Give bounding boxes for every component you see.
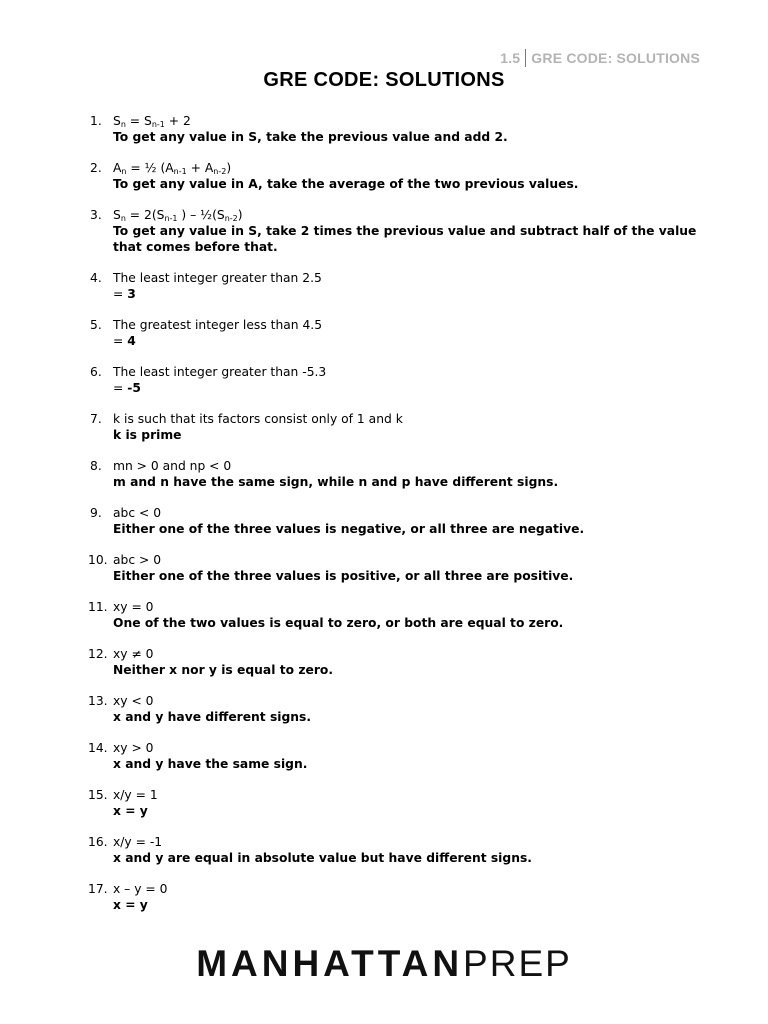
list-item bbox=[84, 364, 704, 396]
manhattan-prep-logo bbox=[0, 944, 768, 984]
item-expression: $S_n = S_{n-1} + 2$ bbox=[113, 114, 191, 129]
item-number: 6. bbox=[90, 365, 102, 379]
item-answer: Either one of the three values is negative, or all three are negative. bbox=[113, 522, 585, 536]
item-answer: k is prime bbox=[113, 428, 182, 442]
item-number: 14. bbox=[88, 741, 108, 755]
running-header bbox=[500, 49, 700, 67]
item-number: 1. bbox=[90, 114, 102, 128]
item-number: 2. bbox=[90, 161, 102, 175]
logo-word-manhattan: MANHATTAN bbox=[196, 943, 464, 984]
list-item bbox=[84, 599, 704, 631]
list-item bbox=[84, 834, 704, 866]
logo-word-prep: PREP bbox=[463, 943, 572, 984]
item-expression: The least integer greater than 2.5 bbox=[113, 271, 322, 285]
list-item bbox=[84, 646, 704, 678]
item-answer: m and n have the same sign, while n and p have different signs. bbox=[113, 475, 559, 489]
item-expression: $S_n = 2(S_{n-1}$ ) – $\frac{1}{2}(S_{n-2})$ bbox=[113, 208, 243, 223]
item-answer: = -5 bbox=[113, 381, 141, 395]
list-item bbox=[84, 317, 704, 349]
item-expression: xy ≠ 0 bbox=[113, 647, 154, 661]
item-answer: x and y are equal in absolute value but have different signs. bbox=[113, 851, 532, 865]
item-expression: $A_n$ = ½ $(A_{n-1} + A_{n-2})$ bbox=[113, 161, 232, 176]
page-title: GRE CODE: SOLUTIONS bbox=[263, 69, 505, 91]
list-item bbox=[84, 411, 704, 443]
item-expression: abc < 0 bbox=[113, 506, 162, 520]
list-item bbox=[84, 207, 704, 255]
item-answer: = 4 bbox=[113, 334, 136, 348]
item-number: 7. bbox=[90, 412, 102, 426]
list-item bbox=[84, 881, 704, 913]
item-answer: x = y bbox=[113, 898, 148, 912]
solutions-list bbox=[84, 113, 704, 913]
item-answer: = 3 bbox=[113, 287, 136, 301]
item-number: 5. bbox=[90, 318, 102, 332]
item-answer: One of the two values is equal to zero, or both are equal to zero. bbox=[113, 616, 564, 630]
item-answer: Neither x nor y is equal to zero. bbox=[113, 663, 334, 677]
item-expression: The greatest integer less than 4.5 bbox=[113, 318, 323, 332]
list-item bbox=[84, 505, 704, 537]
list-item bbox=[84, 113, 704, 145]
list-item bbox=[84, 787, 704, 819]
item-expression: k is such that its factors consist only of 1 and k bbox=[113, 412, 403, 426]
item-answer: To get any value in A, take the average of the two previous values. bbox=[113, 177, 579, 191]
item-answer: To get any value in S, take 2 times the previous value and subtract half of the value that comes before that. bbox=[113, 224, 697, 254]
list-item bbox=[84, 458, 704, 490]
item-number: 16. bbox=[88, 835, 108, 849]
item-expression: x/y = 1 bbox=[113, 788, 158, 802]
item-expression: x – y = 0 bbox=[113, 882, 168, 896]
item-expression: xy = 0 bbox=[113, 600, 154, 614]
item-answer: Either one of the three values is positive, or all three are positive. bbox=[113, 569, 574, 583]
header-divider bbox=[525, 49, 526, 67]
item-number: 9. bbox=[90, 506, 102, 520]
list-item bbox=[84, 160, 704, 192]
header-title: GRE CODE: SOLUTIONS bbox=[531, 50, 700, 66]
list-item bbox=[84, 270, 704, 302]
list-item bbox=[84, 693, 704, 725]
item-number: 12. bbox=[88, 647, 108, 661]
item-expression: abc > 0 bbox=[113, 553, 162, 567]
item-answer: To get any value in S, take the previous value and add 2. bbox=[113, 130, 508, 144]
item-number: 17. bbox=[88, 882, 108, 896]
item-number: 15. bbox=[88, 788, 108, 802]
item-expression: mn > 0 and np < 0 bbox=[113, 459, 232, 473]
item-expression: xy > 0 bbox=[113, 741, 154, 755]
item-expression: The least integer greater than -5.3 bbox=[113, 365, 327, 379]
item-expression: x/y = -1 bbox=[113, 835, 163, 849]
item-expression: xy < 0 bbox=[113, 694, 154, 708]
list-item bbox=[84, 552, 704, 584]
item-number: 8. bbox=[90, 459, 102, 473]
item-number: 13. bbox=[88, 694, 108, 708]
item-answer: x and y have different signs. bbox=[113, 710, 312, 724]
item-answer: x and y have the same sign. bbox=[113, 757, 308, 771]
item-answer: x = y bbox=[113, 804, 148, 818]
section-number: 1.5 bbox=[500, 50, 521, 66]
item-number: 4. bbox=[90, 271, 102, 285]
item-number: 10. bbox=[88, 553, 108, 567]
item-number: 11. bbox=[88, 600, 108, 614]
list-item bbox=[84, 740, 704, 772]
item-number: 3. bbox=[90, 208, 102, 222]
